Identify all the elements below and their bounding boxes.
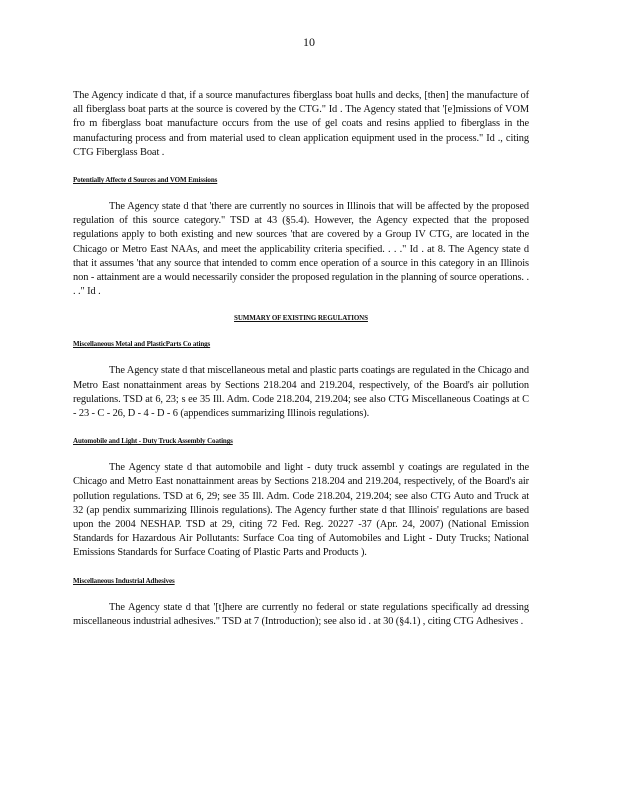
page-number: 10 <box>303 35 315 49</box>
document-body <box>73 89 529 629</box>
heading-misc-metal-plastic-parts: Miscellaneous Metal and PlasticParts Co atings <box>73 340 211 349</box>
paragraph-affected-sources: The Agency state d that 'there are currently no sources in Illinois that will be affected by the proposed regulation of this source category." TSD at 43 (§5.4). However, the Agency expected that the proposed regulations apply to both existing and new sources 'that are covered by a Group IV CTG, are located in the Chicago or Metro East NAAs, and meet the applicability criteria specified. . . ." Id . at 8. The Agency state d that it assumes 'that any source that intended to comm ence operation of a source in this category in an Illinois non - attainment are a would necessarily consider the proposed regulation in the planning of source operations. . . ." Id . <box>73 201 529 298</box>
paragraph-misc-metal-plastic: The Agency state d that miscellaneous metal and plastic parts coatings are regulated in the Chicago and Metro East nonattainment areas by Sections 218.204 and 219.204, respectively, of the Board's air pollution regulations. TSD at 6, 23; s ee 35 Ill. Adm. Code 218.204, 219.204; see also CTG Miscellaneous Coatings at C - 23 - C - 26, D - 4 - D - 6 (appendices summarizing Illinois regulations). <box>73 365 529 420</box>
heading-potentially-affected-sources: Potentially Affecte d Sources and VOM Emissions <box>73 176 218 185</box>
paragraph-fiberglass-boat: The Agency indicate d that, if a source manufactures fiberglass boat hulls and decks, [then] the manufacture of all fiberglass boat parts at the source is covered by the CTG." Id . The Agency stated that '[e]missions of VOM fro m fiberglass boat manufacture occurs from the use of gel coats and resins applied to fiberglass in the manufacturing process and from material used to clean application equipment used in the process." Id ., citing CTG Fiberglass Boat . <box>73 90 529 158</box>
paragraph-automobile-coatings: The Agency state d that automobile and light - duty truck assembl y coatings are regulated in the Chicago and Metro East nonattainment areas by Sections 218.204 and 219.204, respectively, of the Board's air pollution regulations. TSD at 6, 29; see 35 Ill. Adm. Code 218.204, 219.204; see also CTG Auto and Truck at 32 (ap pendix summarizing Illinois regulations). The Agency further state d that Illinois' regulations are based upon the 2004 NESHAP. TSD at 29, citing 72 Fed. Reg. 20227 -37 (Apr. 24, 2007) (National Emission Standards for Hazardous Air Pollutants: Surface Coa ting of Automobiles and Light - Duty Trucks; National Emissions Standards for Surface Coating of Plastic Parts and Products ). <box>73 462 529 559</box>
heading-misc-industrial-adhesives: Miscellaneous Industrial Adhesives <box>73 576 175 585</box>
heading-automobile-light-duty-truck: Automobile and Light - Duty Truck Assembly Coatings <box>73 437 233 446</box>
paragraph-industrial-adhesives: The Agency state d that '[t]here are currently no federal or state regulations specifically ad dressing miscellaneous industrial adhesives." TSD at 7 (Introduction); see also id . at 30 (§4.1) , citing CTG Adhesives . <box>73 601 529 627</box>
heading-summary-existing-regulations: SUMMARY OF EXISTING REGULATIONS <box>234 314 368 323</box>
